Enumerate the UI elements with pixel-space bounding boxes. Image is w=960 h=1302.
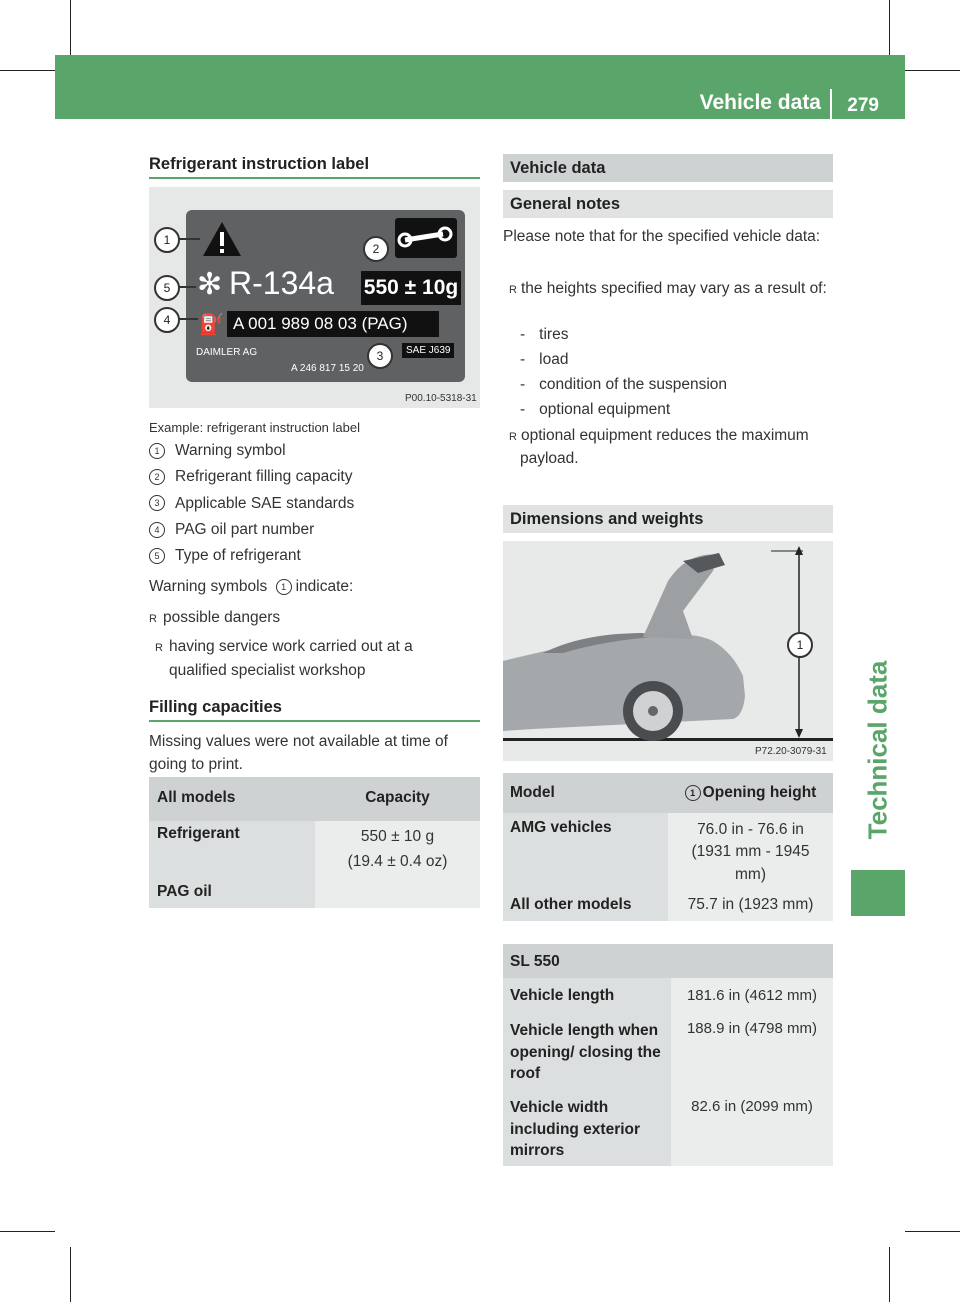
sub-list	[520, 322, 820, 422]
crop-mark	[889, 1247, 890, 1302]
section-title: Vehicle data	[699, 91, 821, 114]
callout-line	[178, 286, 196, 288]
crop-mark	[0, 70, 55, 71]
callout-marker: 4	[154, 307, 180, 333]
bullet-item: R possible dangers	[149, 606, 469, 629]
table-header: Model	[503, 773, 668, 813]
table-cell: 188.9 in (4798 mm)	[671, 1016, 833, 1092]
vehicle-data-bar: Vehicle data	[503, 154, 833, 182]
callout-marker: 3	[367, 343, 393, 369]
warning-icon	[201, 220, 243, 258]
table-cell: 76.0 in - 76.6 in (1931 mm - 1945 mm)	[668, 813, 833, 887]
table-row-label: Vehicle width including exterior mirrors	[503, 1092, 671, 1166]
oil-can-icon: ⛽	[199, 314, 224, 336]
general-notes-bar: General notes	[503, 190, 833, 218]
sub-item: - tires	[520, 322, 820, 347]
page-number: 279	[847, 95, 879, 116]
table-row-label: All other models	[503, 887, 668, 921]
sub-item: - optional equipment	[520, 397, 820, 422]
callout-marker: 1	[154, 227, 180, 253]
page-header	[55, 55, 905, 119]
warning-intro: Warning symbols 1 indicate:	[149, 578, 354, 595]
table-cell	[315, 876, 480, 908]
refrigerant-label-figure	[149, 187, 480, 408]
legend-item: 2 Refrigerant filling capacity	[149, 465, 480, 488]
warning-bullets	[149, 606, 469, 682]
label-code-text: A 246 817 15 20	[291, 363, 364, 374]
table-row-label: PAG oil	[149, 876, 315, 908]
header-separator	[830, 89, 832, 119]
table-row-label: Vehicle length	[503, 978, 671, 1016]
dimensions-bar: Dimensions and weights	[503, 505, 833, 533]
callout-marker: 2	[363, 236, 389, 262]
table-title: SL 550	[503, 944, 833, 978]
crop-mark	[905, 1231, 960, 1232]
filling-note: Missing values were not available at time of going to print.	[149, 733, 448, 774]
table-cell: 550 ± 10 g (19.4 ± 0.4 oz)	[315, 821, 480, 876]
part-number-text: A 001 989 08 03 (PAG)	[227, 311, 439, 337]
legend-item: 5 Type of refrigerant	[149, 544, 480, 567]
crop-mark	[70, 0, 71, 55]
callout-marker: 1	[787, 632, 813, 658]
image-reference: P72.20-3079-31	[755, 746, 827, 757]
general-bullet: R the heights specified may vary as a result of:	[509, 280, 827, 297]
manual-icon	[395, 218, 457, 258]
table-row-label: Vehicle length when opening/ closing the roof	[503, 1016, 671, 1092]
car-illustration	[503, 541, 833, 761]
car-figure	[503, 541, 833, 761]
callout-marker: 5	[154, 275, 180, 301]
bullet-item: R having service work carried out at a qualified specialist workshop	[155, 638, 413, 679]
table-header: Capacity	[315, 777, 480, 821]
table-cell: 75.7 in (1923 mm)	[668, 887, 833, 921]
side-tab-label: Technical data	[862, 660, 893, 840]
sub-item: - condition of the suspension	[520, 372, 820, 397]
figure-caption: Example: refrigerant instruction label	[149, 420, 360, 435]
general-notes-text: Please note that for the specified vehicle data:	[503, 228, 821, 245]
table-cell: 181.6 in (4612 mm)	[671, 978, 833, 1016]
image-reference: P00.10-5318-31	[405, 393, 477, 404]
side-tab-marker	[851, 870, 905, 916]
maker-text: DAIMLER AG	[196, 347, 258, 358]
legend-list	[149, 439, 480, 570]
heading-rule	[149, 720, 480, 722]
table-row-label: Refrigerant	[149, 821, 315, 876]
heading-rule	[149, 177, 480, 179]
capacity-text: 550 ± 10g	[361, 271, 461, 305]
crop-mark	[70, 1247, 71, 1302]
table-header: All models	[149, 777, 315, 821]
sub-item: - load	[520, 347, 820, 372]
table-row-label: AMG vehicles	[503, 813, 668, 887]
legend-item: 4 PAG oil part number	[149, 518, 480, 541]
snowflake-icon: ✻	[197, 268, 223, 301]
crop-mark	[0, 1231, 55, 1232]
refrigerant-type-text: R-134a	[229, 265, 334, 301]
table-cell: 82.6 in (2099 mm)	[671, 1092, 833, 1166]
legend-item: 3 Applicable SAE standards	[149, 492, 480, 515]
legend-item: 1 Warning symbol	[149, 439, 480, 462]
table-header: 1 Opening height	[668, 773, 833, 813]
callout-line	[178, 238, 200, 240]
crop-mark	[905, 70, 960, 71]
crop-mark	[889, 0, 890, 55]
sae-text: SAE J639	[402, 343, 454, 358]
callout-line	[178, 318, 198, 320]
filling-capacities-heading: Filling capacities	[149, 698, 282, 716]
refrigerant-label-heading: Refrigerant instruction label	[149, 155, 370, 173]
general-bullet: R optional equipment reduces the maximum payload.	[509, 427, 809, 468]
